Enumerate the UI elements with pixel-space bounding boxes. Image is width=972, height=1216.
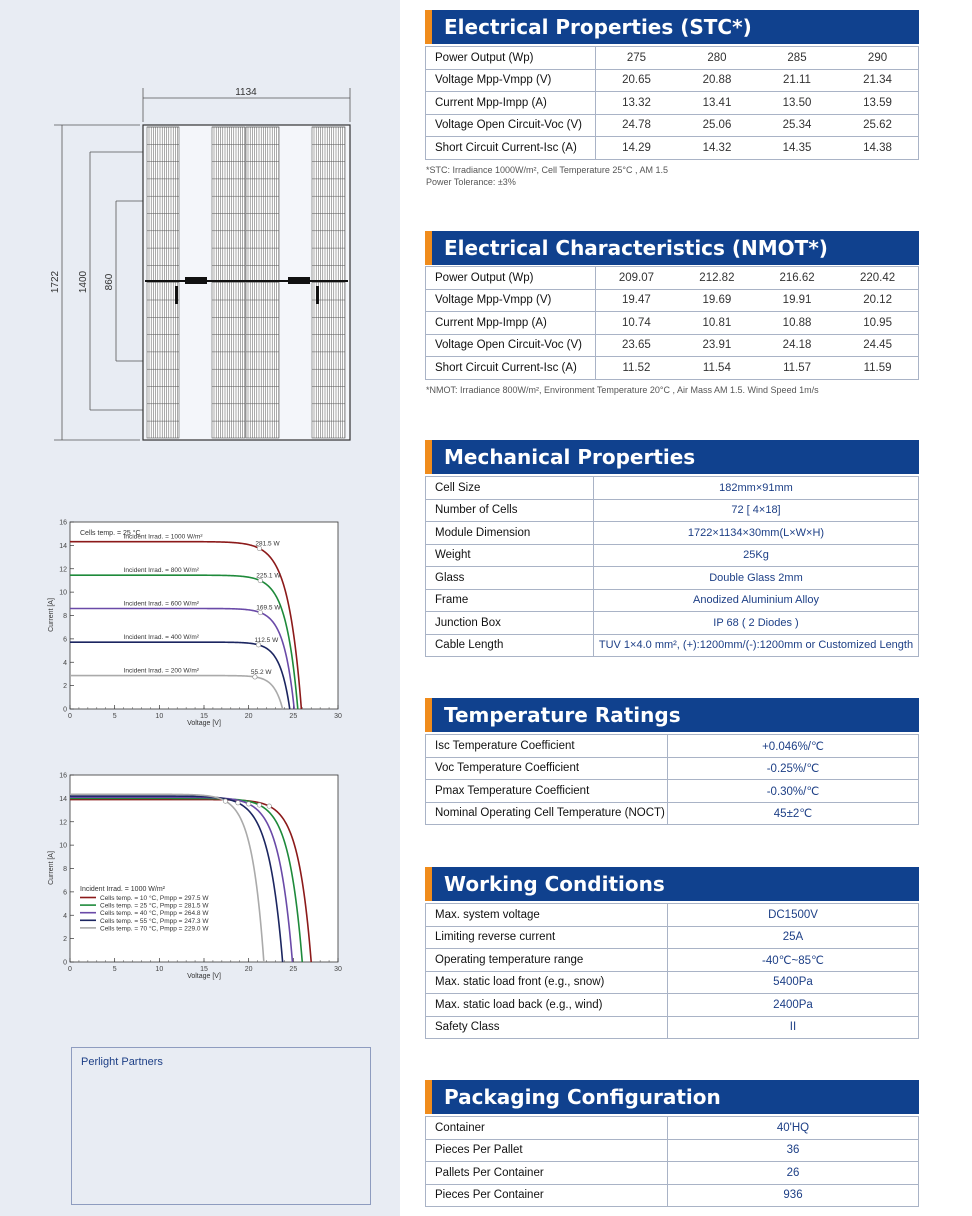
x-tick-label: 0 — [68, 713, 72, 720]
table-row — [426, 312, 919, 335]
mpp-marker — [223, 799, 227, 803]
y-tick-label: 10 — [59, 842, 67, 850]
row-value: 13.32 — [596, 92, 677, 115]
row-value: 10.74 — [596, 312, 677, 335]
row-label: Current Mpp-Impp (A) — [426, 312, 596, 335]
y-tick-label: 6 — [63, 889, 67, 897]
table-row — [426, 589, 919, 612]
pmax-label: 55.2 W — [250, 668, 272, 676]
row-label: Voltage Mpp-Vmpp (V) — [426, 69, 596, 92]
mpp-marker — [267, 804, 271, 808]
partners-box — [71, 1047, 371, 1205]
stc-note-line1: *STC: Irradiance 1000W/m², Cell Temperature 25°C , AM 1.5 — [426, 165, 669, 175]
row-label: Limiting reverse current — [426, 926, 668, 949]
table-row — [426, 522, 919, 545]
pmax-label: 112.5 W — [254, 636, 279, 644]
mechanical-table — [425, 476, 919, 657]
table-row — [426, 477, 919, 500]
row-label: Junction Box — [426, 612, 594, 635]
table-row — [426, 334, 919, 357]
row-label: Operating temperature range — [426, 949, 668, 972]
y-tick-label: 6 — [63, 636, 67, 644]
mount-dimension-inner: 860 — [104, 273, 115, 291]
mpp-marker — [236, 801, 240, 805]
row-label: Voc Temperature Coefficient — [426, 757, 668, 780]
row-value: 24.78 — [596, 114, 677, 137]
y-tick-label: 14 — [59, 795, 67, 803]
y-tick-label: 12 — [59, 819, 67, 827]
chart1-annotation: Cells temp. = 25 °C — [80, 530, 141, 537]
width-dimension: 1134 — [235, 87, 257, 98]
row-label: Short Circuit Current-Isc (A) — [426, 137, 596, 160]
junction-box-right — [288, 277, 310, 284]
y-tick-label: 16 — [59, 519, 67, 527]
row-value: 40'HQ — [668, 1117, 919, 1140]
row-value: 14.32 — [677, 137, 757, 160]
row-value: 280 — [677, 47, 757, 70]
height-dimension: 1722 — [50, 270, 61, 294]
row-value: IP 68 ( 2 Diodes ) — [594, 612, 919, 635]
row-value: 10.88 — [757, 312, 837, 335]
row-value: 26 — [668, 1162, 919, 1185]
row-value: 20.65 — [596, 69, 677, 92]
row-value: -0.25%/℃ — [668, 757, 919, 780]
row-label: Pieces Per Pallet — [426, 1139, 668, 1162]
stc-table — [425, 46, 919, 160]
iv-chart-irradiance — [40, 515, 360, 730]
table-row — [426, 47, 919, 70]
row-label: Container — [426, 1117, 668, 1140]
x-tick-label: 10 — [155, 713, 164, 720]
row-value: 36 — [668, 1139, 919, 1162]
working-table — [425, 903, 919, 1039]
x-tick-label: 25 — [289, 966, 298, 973]
temperature-header: Temperature Ratings — [425, 698, 919, 732]
table-row — [426, 69, 919, 92]
pmax-label: 281.5 W — [255, 540, 280, 548]
y-tick-label: 4 — [63, 659, 67, 667]
row-label: Pallets Per Container — [426, 1162, 668, 1185]
y-tick-label: 2 — [63, 936, 67, 944]
plot-area — [70, 775, 338, 962]
row-label: Power Output (Wp) — [426, 267, 596, 290]
x-tick-label: 30 — [334, 713, 342, 720]
x-axis-label: Voltage [V] — [187, 973, 221, 980]
x-tick-label: 20 — [244, 713, 253, 720]
row-label: Voltage Mpp-Vmpp (V) — [426, 289, 596, 312]
x-axis-label: Voltage [V] — [187, 720, 221, 727]
row-label: Isc Temperature Coefficient — [426, 735, 668, 758]
row-value: 45±2℃ — [668, 802, 919, 825]
row-value: 220.42 — [837, 267, 918, 290]
row-value: 19.47 — [596, 289, 677, 312]
table-row — [426, 544, 919, 567]
row-value: 290 — [837, 47, 918, 70]
table-row — [426, 1184, 919, 1207]
row-label: Current Mpp-Impp (A) — [426, 92, 596, 115]
table-row — [426, 926, 919, 949]
table-row — [426, 267, 919, 290]
x-tick-label: 30 — [334, 966, 342, 973]
row-value: +0.046%/℃ — [668, 735, 919, 758]
table-row — [426, 904, 919, 927]
row-value: 11.59 — [837, 357, 918, 380]
row-value: 21.11 — [757, 69, 837, 92]
cell-strings — [147, 127, 345, 438]
x-tick-label: 15 — [200, 966, 208, 973]
y-tick-label: 0 — [63, 959, 67, 967]
y-tick-label: 14 — [59, 542, 67, 550]
x-tick-label: 5 — [112, 713, 117, 720]
pmax-label: 225.1 W — [256, 572, 281, 580]
table-row — [426, 499, 919, 522]
row-label: Short Circuit Current-Isc (A) — [426, 357, 596, 380]
row-value: 11.57 — [757, 357, 837, 380]
series-label: Incident Irrad. = 800 W/m² — [123, 567, 199, 575]
table-row — [426, 612, 919, 635]
row-value: 936 — [668, 1184, 919, 1207]
row-label: Power Output (Wp) — [426, 47, 596, 70]
table-row — [426, 780, 919, 803]
y-tick-label: 12 — [59, 566, 67, 574]
row-value: Anodized Aluminium Alloy — [594, 589, 919, 612]
table-row — [426, 137, 919, 160]
table-row — [426, 92, 919, 115]
row-value: 23.65 — [596, 334, 677, 357]
row-label: Pieces Per Container — [426, 1184, 668, 1207]
chart2-annotation: Incident Irrad. = 1000 W/m² — [80, 886, 166, 893]
row-label: Cell Size — [426, 477, 594, 500]
row-label: Frame — [426, 589, 594, 612]
row-value: 11.52 — [596, 357, 677, 380]
row-value: 182mm×91mm — [594, 477, 919, 500]
row-value: 13.59 — [837, 92, 918, 115]
row-value: 24.18 — [757, 334, 837, 357]
row-value: -40℃~85℃ — [668, 949, 919, 972]
row-value: Double Glass 2mm — [594, 567, 919, 590]
table-row — [426, 1162, 919, 1185]
row-value: 25.62 — [837, 114, 918, 137]
row-value: 14.38 — [837, 137, 918, 160]
mechanical-header: Mechanical Properties — [425, 440, 919, 474]
nmot-header: Electrical Characteristics (NMOT*) — [425, 231, 919, 265]
module-drawing — [40, 80, 370, 450]
table-row — [426, 634, 919, 657]
pmax-label: 169.5 W — [256, 604, 281, 612]
table-row — [426, 1117, 919, 1140]
row-value: TUV 1×4.0 mm², (+):1200mm/(-):1200mm or Customized Length — [594, 634, 919, 657]
row-value: 14.35 — [757, 137, 837, 160]
table-row — [426, 949, 919, 972]
row-value: 13.50 — [757, 92, 837, 115]
y-tick-label: 16 — [59, 772, 67, 780]
row-value: 14.29 — [596, 137, 677, 160]
mpp-marker — [257, 803, 261, 807]
partners-label: Perlight Partners — [81, 1056, 163, 1068]
row-value: 11.54 — [677, 357, 757, 380]
row-value: 72 [ 4×18] — [594, 499, 919, 522]
row-label: Weight — [426, 544, 594, 567]
row-value: 19.91 — [757, 289, 837, 312]
x-tick-label: 5 — [112, 966, 117, 973]
y-axis-label: Current [A] — [48, 851, 55, 885]
legend-entry: Cells temp. = 25 °C, Pmpp = 281.5 W — [100, 902, 209, 910]
row-label: Glass — [426, 567, 594, 590]
row-value: 23.91 — [677, 334, 757, 357]
working-header: Working Conditions — [425, 867, 919, 901]
row-value: 5400Pa — [668, 971, 919, 994]
row-value: 2400Pa — [668, 994, 919, 1017]
row-label: Pmax Temperature Coefficient — [426, 780, 668, 803]
legend-entry: Cells temp. = 40 °C, Pmpp = 264.8 W — [100, 910, 209, 918]
x-tick-label: 15 — [200, 713, 208, 720]
mpp-marker — [246, 802, 250, 806]
row-value: II — [668, 1016, 919, 1039]
table-row — [426, 757, 919, 780]
table-row — [426, 994, 919, 1017]
row-value: 275 — [596, 47, 677, 70]
table-row — [426, 735, 919, 758]
row-value: 20.12 — [837, 289, 918, 312]
y-axis-label: Current [A] — [48, 598, 55, 632]
row-value: 20.88 — [677, 69, 757, 92]
row-value: 25Kg — [594, 544, 919, 567]
y-tick-label: 10 — [59, 589, 67, 597]
row-value: 1722×1134×30mm(L×W×H) — [594, 522, 919, 545]
iv-chart-temperature — [40, 768, 360, 983]
table-row — [426, 114, 919, 137]
row-label: Max. system voltage — [426, 904, 668, 927]
row-label: Max. static load back (e.g., wind) — [426, 994, 668, 1017]
row-value: 25.06 — [677, 114, 757, 137]
row-value: 212.82 — [677, 267, 757, 290]
stc-header: Electrical Properties (STC*) — [425, 10, 919, 44]
series-label: Incident Irrad. = 400 W/m² — [123, 634, 199, 642]
temperature-table — [425, 734, 919, 825]
series-label: Incident Irrad. = 1000 W/m² — [123, 533, 203, 541]
row-value: -0.30%/℃ — [668, 780, 919, 803]
x-tick-label: 25 — [289, 713, 298, 720]
series-label: Incident Irrad. = 200 W/m² — [123, 667, 199, 675]
row-value: 19.69 — [677, 289, 757, 312]
row-value: 25A — [668, 926, 919, 949]
table-row — [426, 802, 919, 825]
row-label: Voltage Open Circuit-Voc (V) — [426, 334, 596, 357]
table-row — [426, 971, 919, 994]
row-value: 21.34 — [837, 69, 918, 92]
row-value: 25.34 — [757, 114, 837, 137]
row-label: Cable Length — [426, 634, 594, 657]
y-tick-label: 4 — [63, 912, 67, 920]
connector-left — [175, 286, 178, 304]
mount-dimension-outer: 1400 — [78, 270, 89, 294]
row-value: DC1500V — [668, 904, 919, 927]
nmot-table — [425, 266, 919, 380]
connector-right — [316, 286, 319, 304]
row-value: 10.81 — [677, 312, 757, 335]
x-tick-label: 0 — [68, 966, 72, 973]
row-value: 209.07 — [596, 267, 677, 290]
row-label: Voltage Open Circuit-Voc (V) — [426, 114, 596, 137]
row-value: 13.41 — [677, 92, 757, 115]
row-label: Safety Class — [426, 1016, 668, 1039]
row-value: 216.62 — [757, 267, 837, 290]
x-tick-label: 20 — [244, 966, 253, 973]
stc-note-line2: Power Tolerance: ±3% — [426, 177, 516, 187]
series-label: Incident Irrad. = 600 W/m² — [123, 600, 199, 608]
legend-entry: Cells temp. = 10 °C, Pmpp = 297.5 W — [100, 895, 209, 902]
row-value: 24.45 — [837, 334, 918, 357]
row-value: 10.95 — [837, 312, 918, 335]
row-value: 285 — [757, 47, 837, 70]
plot-area — [70, 522, 338, 709]
y-tick-label: 8 — [63, 613, 67, 620]
nmot-note: *NMOT: Irradiance 800W/m², Environment Temperature 20°C , Air Mass AM 1.5. Wind Speed 1m/s — [426, 385, 819, 395]
y-tick-label: 0 — [63, 706, 67, 714]
table-row — [426, 1016, 919, 1039]
row-label: Max. static load front (e.g., snow) — [426, 971, 668, 994]
packaging-table — [425, 1116, 919, 1207]
row-label: Number of Cells — [426, 499, 594, 522]
x-tick-label: 10 — [155, 966, 164, 973]
junction-box-left — [185, 277, 207, 284]
table-row — [426, 357, 919, 380]
stc-note — [426, 164, 668, 188]
y-tick-label: 8 — [63, 866, 67, 873]
legend-entry: Cells temp. = 55 °C, Pmpp = 247.3 W — [100, 917, 209, 925]
packaging-header: Packaging Configuration — [425, 1080, 919, 1114]
table-row — [426, 289, 919, 312]
row-label: Nominal Operating Cell Temperature (NOCT) — [426, 802, 668, 825]
table-row — [426, 1139, 919, 1162]
row-label: Module Dimension — [426, 522, 594, 545]
legend-entry: Cells temp. = 70 °C, Pmpp = 229.0 W — [100, 925, 209, 933]
table-row — [426, 567, 919, 590]
y-tick-label: 2 — [63, 683, 67, 691]
